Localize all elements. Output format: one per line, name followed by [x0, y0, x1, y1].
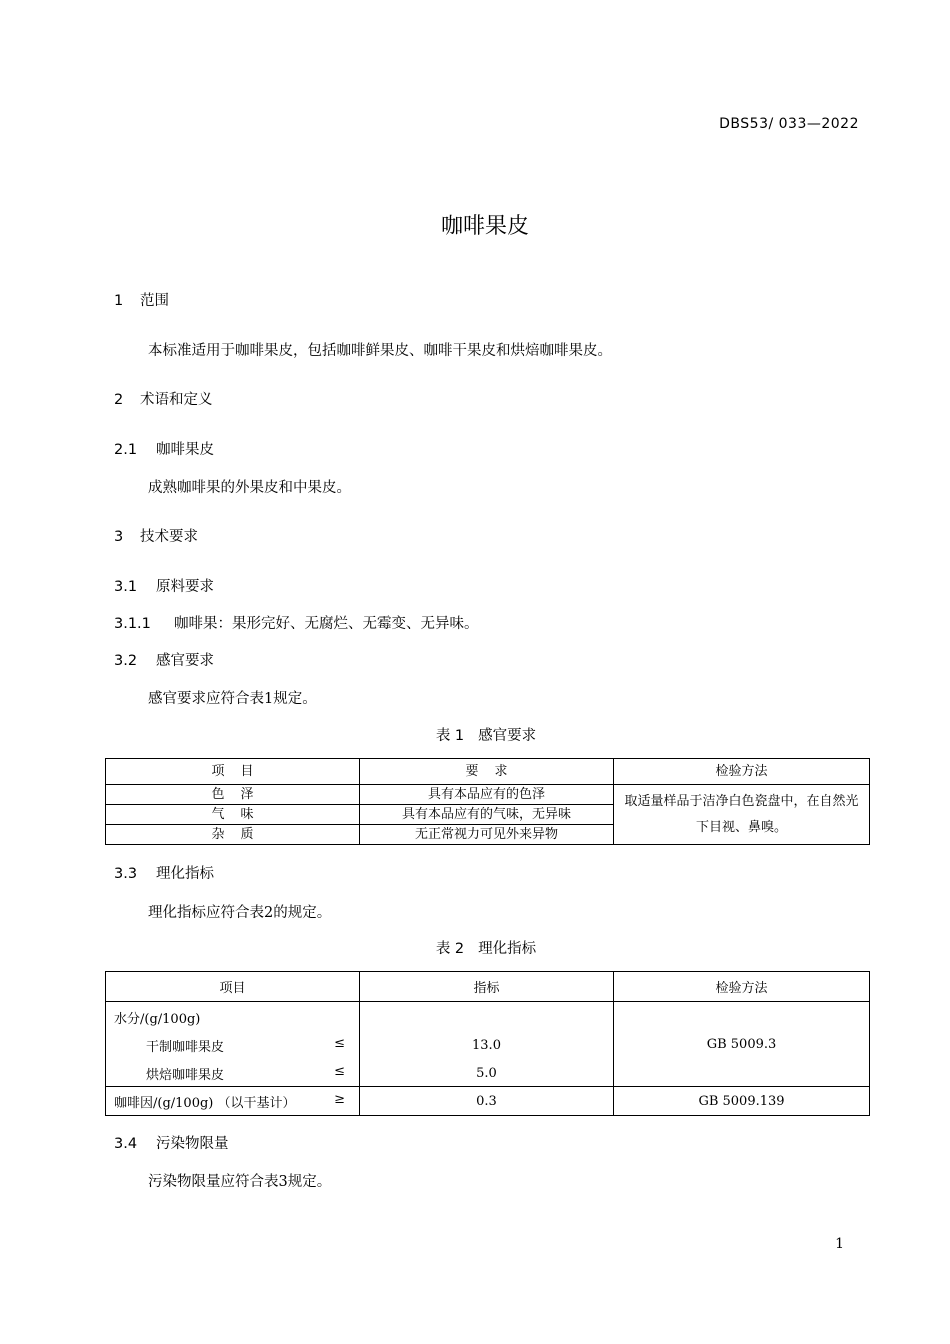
table-cell-caffeine-method: GB 5009.139 [614, 1087, 870, 1116]
table-2-caption [0, 937, 950, 958]
section-3-4-text: 污染物限量应符合表3规定。 [148, 1174, 332, 1190]
section-title: 咖啡果皮 [156, 442, 214, 458]
less-equal-symbol: ≤ [334, 1064, 345, 1079]
table-cell-water-method: GB 5009.3 [614, 1002, 870, 1087]
table-cell-requirement: 具有本品应有的气味，无异味 [360, 805, 614, 825]
section-number: 3 [114, 529, 124, 545]
section-title: 原料要求 [156, 579, 214, 595]
table-1-sensory [105, 758, 870, 845]
section-1-text: 本标准适用于咖啡果皮，包括咖啡鲜果皮、咖啡干果皮和烘焙咖啡果皮。 [148, 343, 612, 359]
document-title: 咖啡果皮 [440, 214, 529, 239]
table-header: 要求 [360, 759, 614, 785]
table-title: 感官要求 [478, 728, 537, 744]
section-2-1-heading [114, 438, 214, 459]
section-number: 3.1 [114, 579, 138, 595]
section-3-2-heading [114, 649, 214, 670]
table-header: 项目 [106, 759, 360, 785]
table-header: 检验方法 [614, 759, 870, 785]
section-number: 1 [114, 293, 124, 309]
table-header: 检验方法 [614, 972, 870, 1002]
table-cell-requirement: 具有本品应有的色泽 [360, 785, 614, 805]
section-text: 咖啡果：果形完好、无腐烂、无霉变、无异味。 [174, 616, 479, 632]
table-cell-caffeine-value: 0.3 [360, 1087, 614, 1116]
section-3-3-heading [114, 862, 214, 883]
table-cell-method: 取适量样品于洁净白色瓷盘中，在自然光下目视、鼻嗅。 [614, 785, 870, 845]
table-cell-water-item [106, 1002, 360, 1087]
table-cell-item: 气味 [106, 805, 360, 825]
table-cell-item: 杂质 [106, 825, 360, 845]
caffeine-label: 咖啡因/(g/100g) （以干基计） [114, 1096, 296, 1111]
table-cell-item: 色泽 [106, 785, 360, 805]
section-3-3-text: 理化指标应符合表2的规定。 [148, 905, 332, 921]
section-number: 3.2 [114, 653, 138, 669]
table-1-caption [0, 724, 950, 745]
less-equal-symbol: ≤ [334, 1036, 345, 1051]
table-title: 理化指标 [478, 941, 537, 957]
section-title: 技术要求 [140, 529, 198, 545]
section-number: 2 [114, 392, 124, 408]
greater-equal-symbol: ≥ [334, 1092, 345, 1107]
section-number: 3.3 [114, 866, 138, 882]
section-number: 3.1.1 [114, 616, 151, 632]
water-sub-name: 烘焙咖啡果皮 [146, 1068, 225, 1083]
table-number: 表 2 [435, 941, 465, 957]
section-3-4-heading [114, 1132, 229, 1153]
page-number: 1 [835, 1236, 844, 1252]
section-title: 术语和定义 [140, 392, 213, 408]
water-value: 13.0 [472, 1038, 501, 1053]
section-1-heading [114, 289, 169, 310]
table-cell-caffeine-item [106, 1087, 360, 1116]
water-value: 5.0 [476, 1066, 497, 1081]
table-cell-requirement: 无正常视力可见外来异物 [360, 825, 614, 845]
water-label: 水分/(g/100g) [114, 1012, 201, 1027]
table-header: 指标 [360, 972, 614, 1002]
table-2-physicochemical [105, 971, 870, 1116]
section-2-heading [114, 388, 213, 409]
table-header: 项目 [106, 972, 360, 1002]
table-number: 表 1 [435, 728, 465, 744]
section-3-heading [114, 525, 198, 546]
section-title: 感官要求 [156, 653, 214, 669]
section-2-1-text: 成熟咖啡果的外果皮和中果皮。 [148, 480, 351, 496]
section-3-1-1-item [114, 612, 479, 633]
section-title: 污染物限量 [156, 1136, 229, 1152]
section-3-1-heading [114, 575, 214, 596]
section-3-2-text: 感官要求应符合表1规定。 [148, 691, 317, 707]
section-number: 3.4 [114, 1136, 138, 1152]
table-cell-water-values [360, 1002, 614, 1087]
section-title: 范围 [140, 293, 169, 309]
section-title: 理化指标 [156, 866, 214, 882]
water-sub-name: 干制咖啡果皮 [146, 1040, 225, 1055]
section-number: 2.1 [114, 442, 138, 458]
standard-code: DBS53/ 033—2022 [719, 116, 859, 132]
